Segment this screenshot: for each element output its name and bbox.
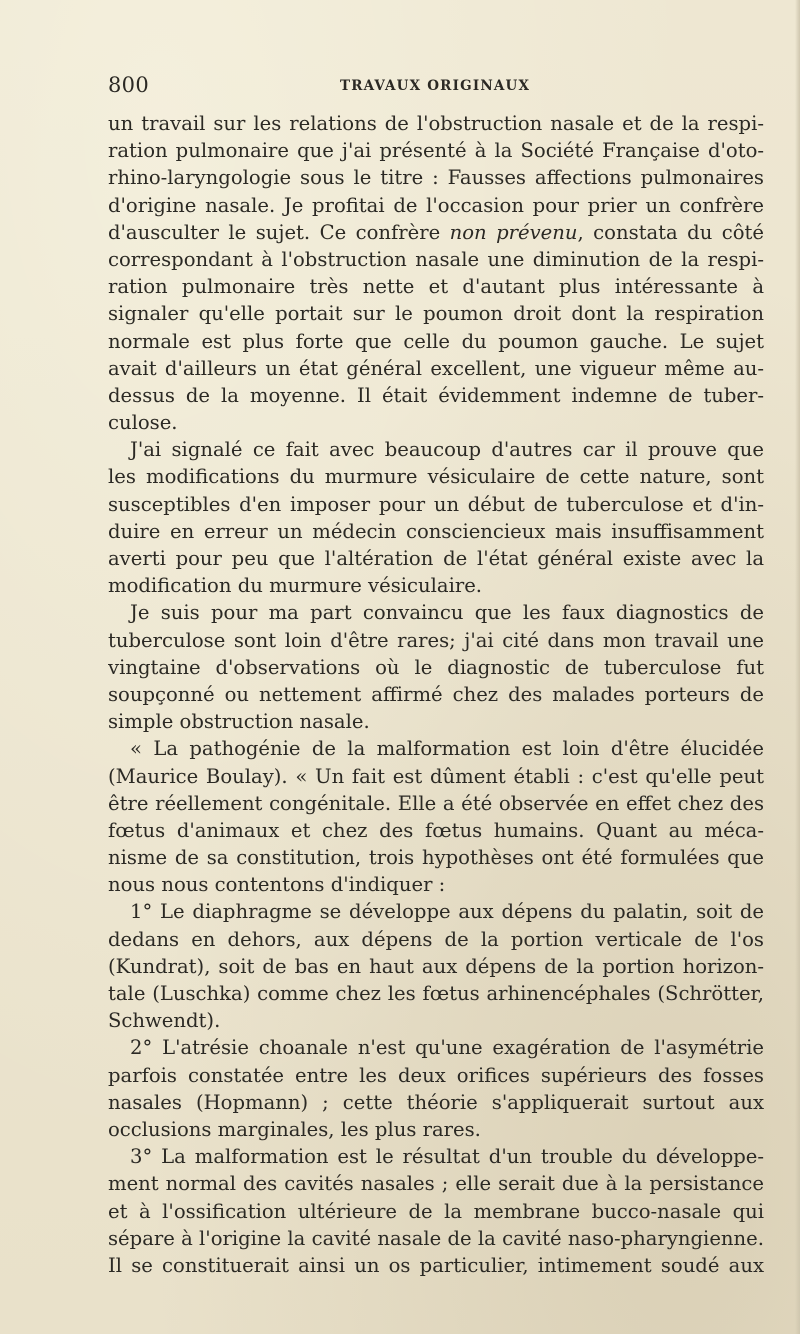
italic-phrase: non prévenu (449, 220, 578, 244)
text-line: nasales (Hopmann) ; cette théorie s'appliquerait surtout aux (108, 1090, 764, 1114)
text-line: 3° La malformation est le résultat d'un trouble du développe- (130, 1145, 764, 1169)
text-line: Schwendt). (108, 1009, 221, 1033)
text-line: nous nous contentons d'indiquer : (108, 873, 446, 897)
text-line: ration pulmonaire très nette et d'autant plus intéressante à (108, 275, 764, 299)
text-line: simple obstruction nasale. (108, 710, 370, 734)
text-line: culose. (108, 411, 178, 435)
text-line: ration pulmonaire que j'ai présenté à la Société Française d'oto- (108, 139, 764, 163)
text-line: avait d'ailleurs un état général excellent, une vigueur même au- (108, 356, 764, 380)
text-line: susceptibles d'en imposer pour un début de tuberculose et d'in- (108, 492, 764, 516)
text-line: occlusions marginales, les plus rares. (108, 1117, 481, 1141)
text-line: Je suis pour ma part convaincu que les faux diagnostics de (130, 601, 764, 625)
text-line: être réellement congénitale. Elle a été observée en effet chez des (108, 791, 764, 815)
text-line: signaler qu'elle portait sur le poumon droit dont la respiration (108, 302, 764, 326)
text-line (108, 219, 764, 246)
text-line: fœtus d'animaux et chez des fœtus humains. Quant au méca- (108, 818, 764, 842)
text-line: 1° Le diaphragme se développe aux dépens du palatin, soit de (130, 900, 764, 924)
text-line: un travail sur les relations de l'obstruction nasale et de la respi- (108, 112, 764, 135)
text-line: rhino-laryngologie sous le titre : Fausses affections pulmonaires (108, 166, 764, 190)
page-edge (795, 0, 800, 1334)
page-number: 800 (108, 73, 149, 97)
text-line: et à l'ossification ultérieure de la membrane bucco-nasale qui (108, 1199, 764, 1223)
text-line: tuberculose sont loin d'être rares; j'ai cité dans mon travail une (108, 628, 764, 652)
page-header (108, 73, 768, 103)
text-line: nisme de sa constitution, trois hypothèses ont été formulées que (108, 846, 764, 870)
text-fragment: , constata du côté (577, 220, 764, 244)
text-line: correspondant à l'obstruction nasale une diminution de la respi- (108, 247, 764, 271)
running-head: TRAVAUX ORIGINAUX (340, 78, 531, 94)
text-line: tale (Luschka) comme chez les fœtus arhinencéphales (Schrötter, (108, 982, 764, 1005)
text-line: duire en erreur un médecin consciencieux mais insuffisamment (108, 519, 764, 543)
text-line: (Maurice Boulay). « Un fait est dûment établi : c'est qu'elle peut (108, 764, 764, 788)
text-line: modification du murmure vésiculaire. (108, 574, 483, 598)
text-line: les modifications du murmure vésiculaire de cette nature, sont (108, 465, 764, 489)
text-line: sépare à l'origine la cavité nasale de la cavité naso-pharyngienne. (108, 1226, 764, 1250)
text-fragment: d'ausculter le sujet. Ce confrère (108, 220, 450, 244)
text-line: dedans en dehors, aux dépens de la portion verticale de l'os (108, 927, 764, 951)
body-text (108, 110, 764, 1279)
text-line: soupçonné ou nettement affirmé chez des malades porteurs de (108, 682, 764, 706)
text-line: parfois constatée entre les deux orifices supérieurs des fosses (108, 1063, 764, 1087)
text-line: « La pathogénie de la malformation est loin d'être élucidée (130, 737, 764, 761)
text-line: Il se constituerait ainsi un os particulier, intimement soudé aux (108, 1253, 764, 1277)
text-line: ment normal des cavités nasales ; elle serait due à la persistance (108, 1172, 764, 1196)
text-line: dessus de la moyenne. Il était évidemment indemne de tuber- (108, 383, 764, 407)
text-line: averti pour peu que l'altération de l'état général existe avec la (108, 547, 764, 570)
text-line: J'ai signalé ce fait avec beaucoup d'autres car il prouve que (130, 438, 764, 462)
text-line: (Kundrat), soit de bas en haut aux dépens de la portion horizon- (108, 954, 764, 978)
text-line: 2° L'atrésie choanale n'est qu'une exagération de l'asymétrie (130, 1036, 764, 1060)
text-line: d'origine nasale. Je profitai de l'occasion pour prier un confrère (108, 193, 764, 217)
text-line: vingtaine d'observations où le diagnostic de tuberculose fut (108, 655, 764, 679)
text-line: normale est plus forte que celle du poumon gauche. Le sujet (108, 329, 764, 353)
